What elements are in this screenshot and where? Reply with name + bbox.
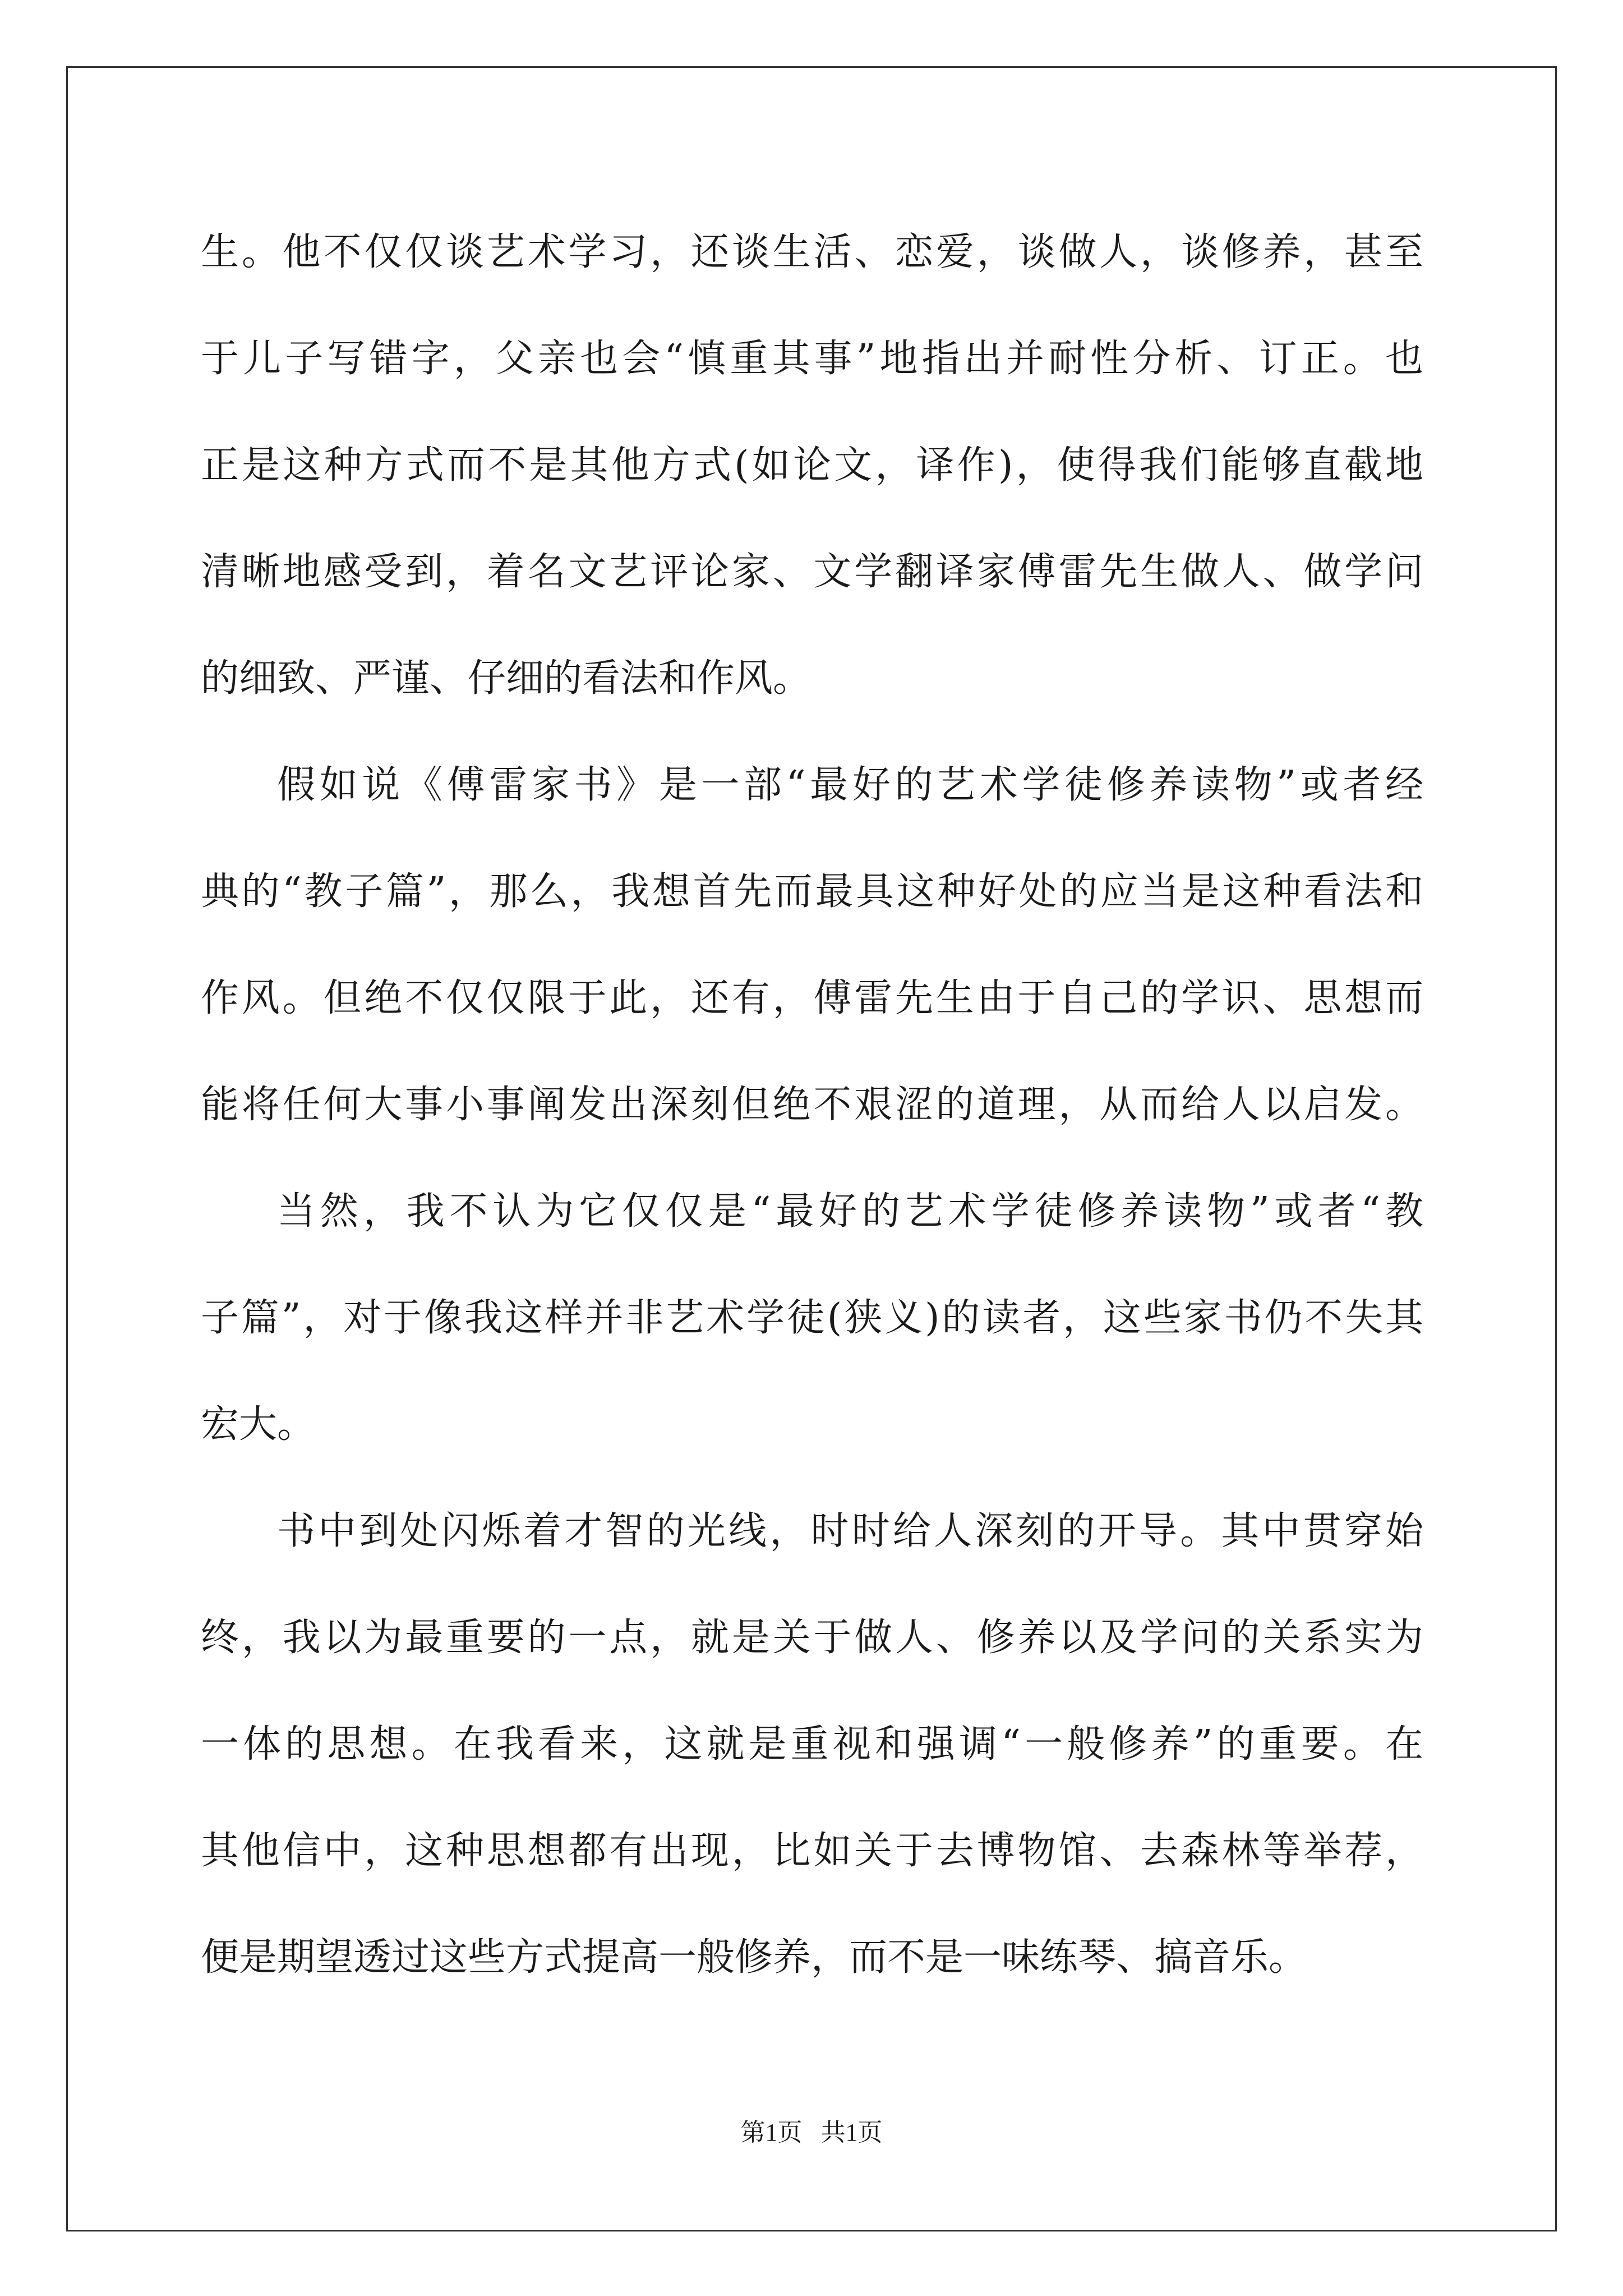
text-line-2: 于儿子写错字，父亲也会“慎重其事”地指出并耐性分析、订正。也 <box>201 337 1423 381</box>
text-line-15: 一体的思想。在我看来，这就是重视和强调“一般修养”的重要。在 <box>201 1722 1423 1766</box>
text-line-5: 的细致、严谨、仔细的看法和作风。 <box>201 656 811 701</box>
text-line-4: 清晰地感受到，着名文艺评论家、文学翻译家傅雷先生做人、做学问 <box>201 550 1423 594</box>
text-line-7: 典的“教子篇”，那么，我想首先而最具这种好处的应当是这种看法和 <box>201 869 1423 914</box>
text-line-13: 书中到处闪烁着才智的光线，时时给人深刻的开导。其中贯穿始 <box>277 1509 1423 1553</box>
document-body <box>201 199 1423 2011</box>
text-line-1: 生。他不仅仅谈艺术学习，还谈生活、恋爱，谈做人，谈修养，甚至 <box>201 230 1423 274</box>
text-line-11: 子篇”，对于像我这样并非艺术学徒(狭义)的读者，这些家书仍不失其 <box>201 1296 1423 1340</box>
text-line-9: 能将任何大事小事阐发出深刻但绝不艰涩的道理，从而给人以启发。 <box>201 1083 1423 1127</box>
text-line-10: 当然，我不认为它仅仅是“最好的艺术学徒修养读物”或者“教 <box>277 1189 1423 1234</box>
page-footer: 第1页 共1页 <box>740 2119 883 2146</box>
text-line-3: 正是这种方式而不是其他方式(如论文，译作)，使得我们能够直截地 <box>201 443 1423 487</box>
text-line-6: 假如说《傅雷家书》是一部“最好的艺术学徒修养读物”或者经 <box>277 763 1423 807</box>
text-line-8: 作风。但绝不仅仅限于此，还有，傅雷先生由于自己的学识、思想而 <box>201 976 1423 1020</box>
text-line-12: 宏大。 <box>201 1402 316 1447</box>
text-line-14: 终，我以为最重要的一点，就是关于做人、修养以及学问的关系实为 <box>201 1616 1423 1660</box>
text-line-17: 便是期望透过这些方式提高一般修养，而不是一味练琴、搞音乐。 <box>201 1935 1307 1980</box>
text-line-16: 其他信中，这种思想都有出现，比如关于去博物馆、去森林等举荐， <box>201 1829 1423 1873</box>
